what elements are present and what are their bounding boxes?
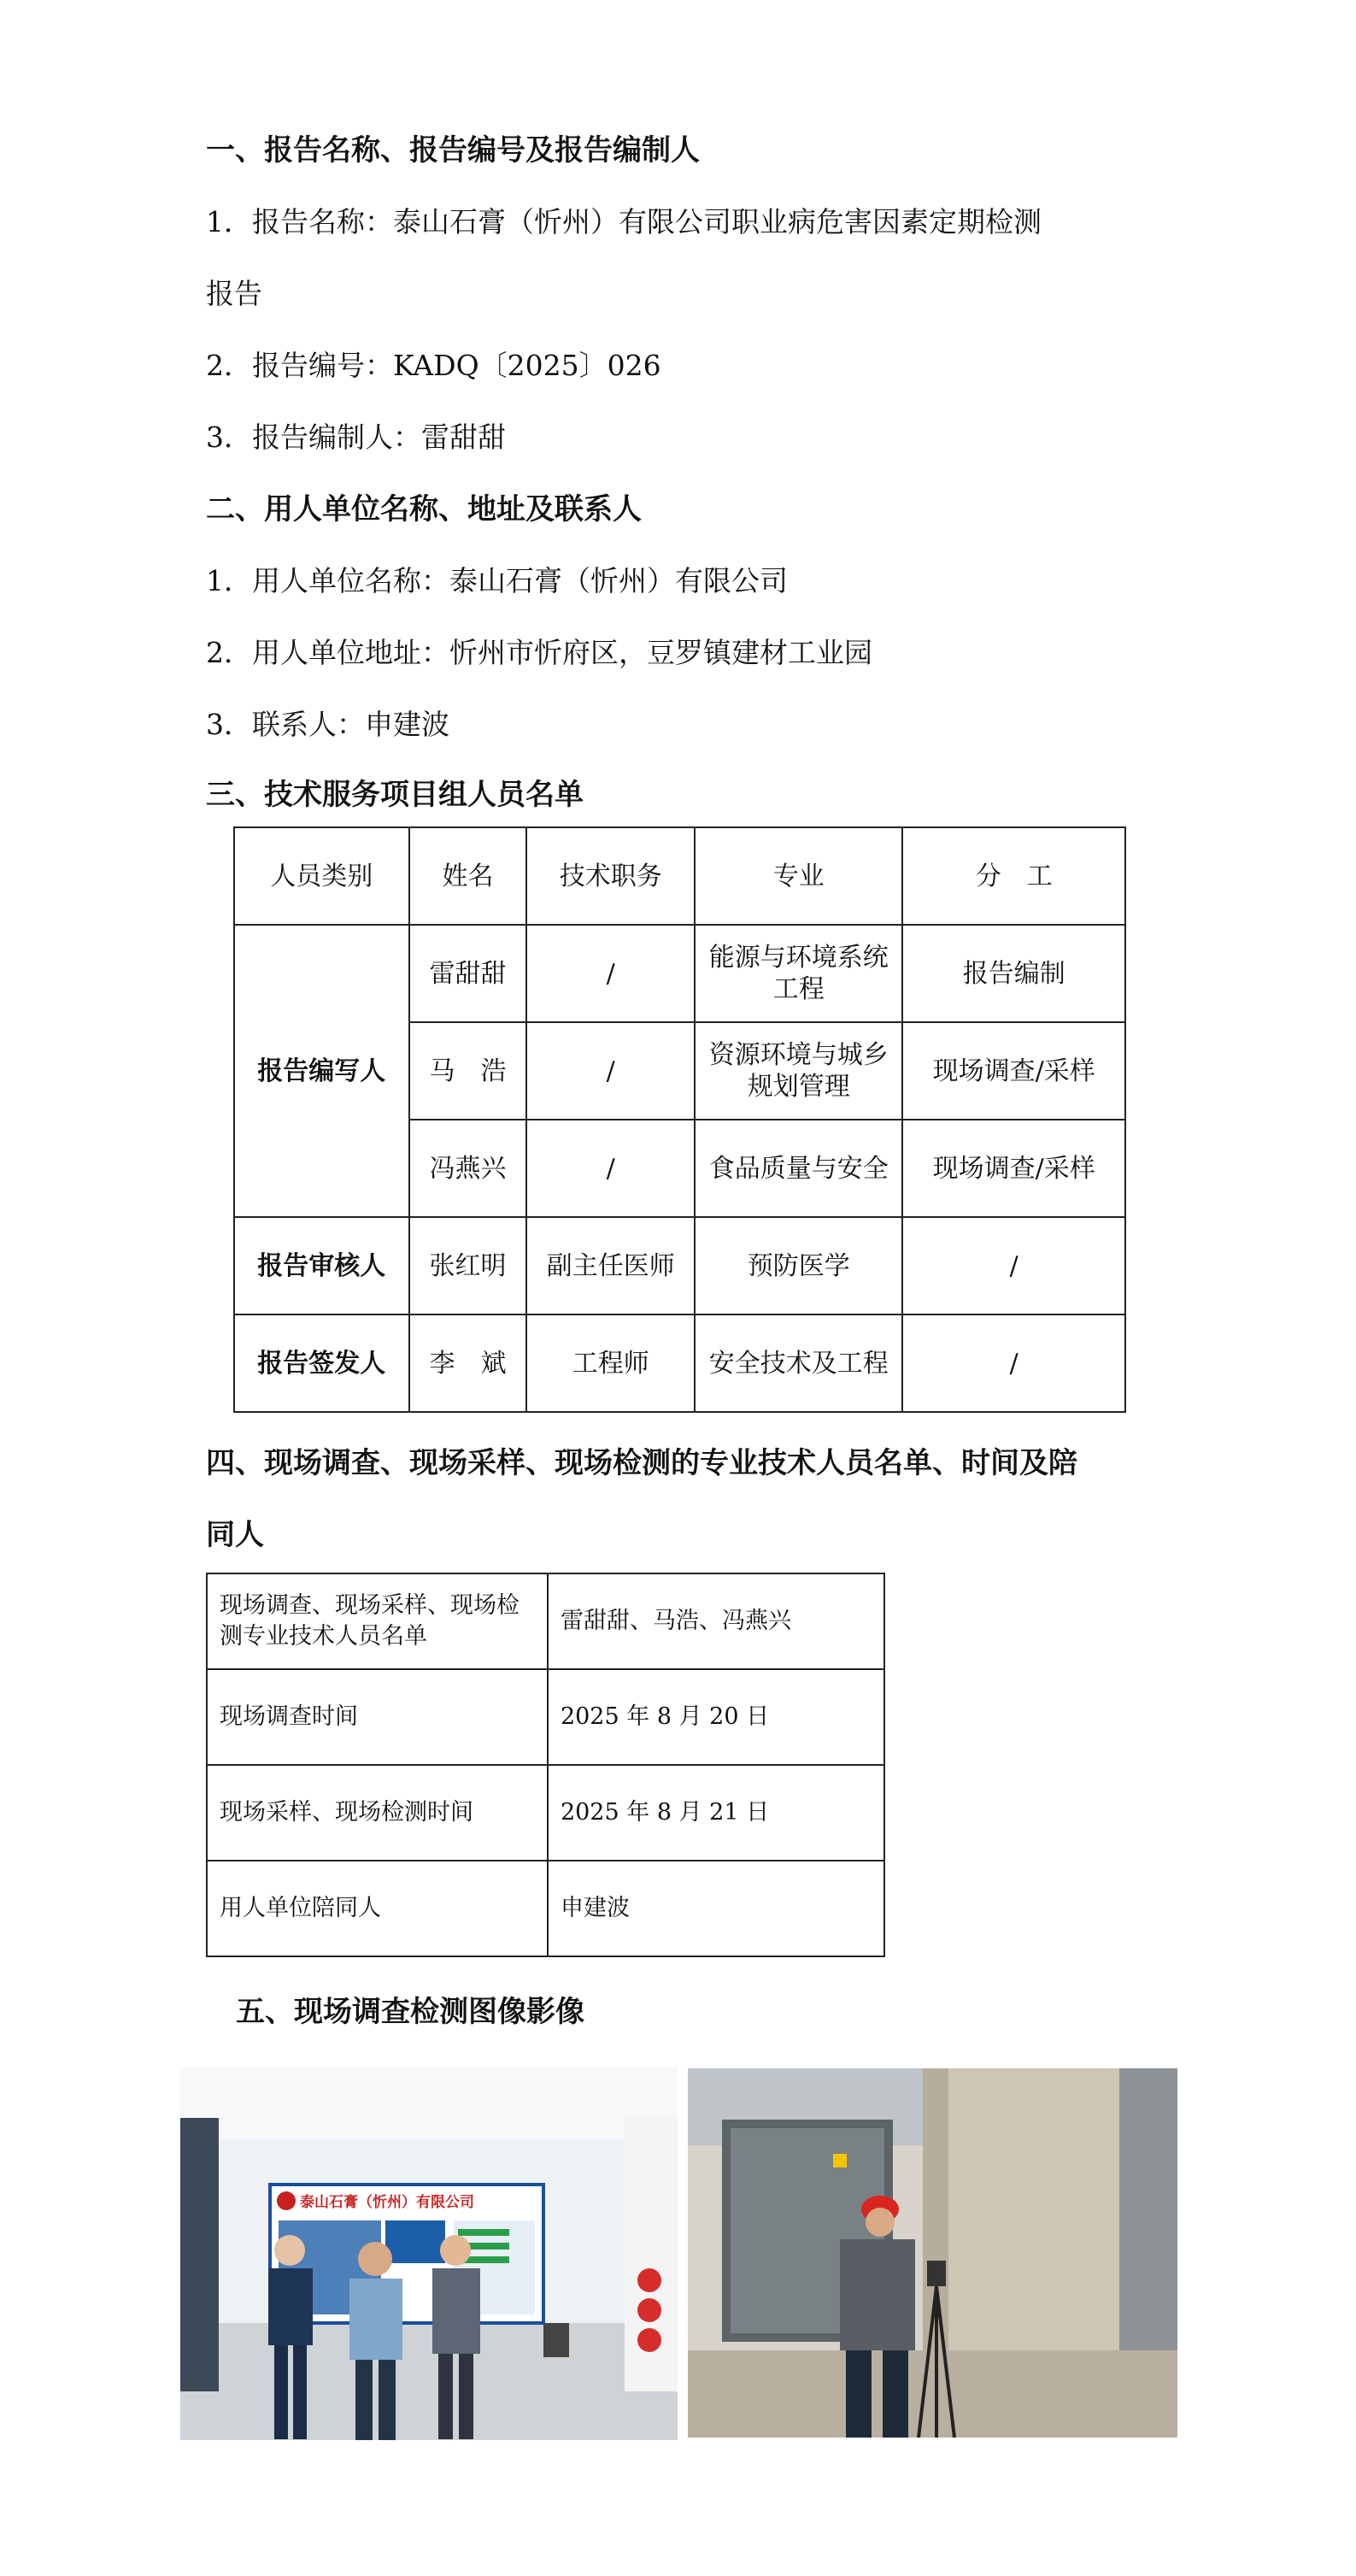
- employer-address: 2．用人单位地址：忻州市忻府区，豆罗镇建材工业园: [206, 636, 872, 669]
- category-cell: 报告签发人: [234, 1314, 409, 1412]
- table-row: [207, 1573, 884, 1669]
- value-cell: 雷甜甜、马浩、冯燕兴: [548, 1573, 884, 1669]
- section4-heading-line2: 同人: [206, 1518, 264, 1552]
- col-header: 人员类别: [234, 827, 409, 925]
- major-cell: 安全技术及工程: [695, 1314, 902, 1412]
- value-cell: 2025 年 8 月 20 日: [548, 1669, 884, 1765]
- report-name-line1: 1．报告名称：泰山石膏（忻州）有限公司职业病危害因素定期检测: [206, 205, 1042, 238]
- duty-cell: 现场调查/采样: [902, 1120, 1125, 1217]
- col-header: 姓名: [409, 827, 527, 925]
- major-cell: 预防医学: [695, 1217, 902, 1314]
- duty-cell: 报告编制: [902, 925, 1125, 1022]
- section5-heading: 五、现场调查检测图像影像: [236, 1995, 584, 2029]
- employer-name: 1．用人单位名称：泰山石膏（忻州）有限公司: [206, 564, 788, 597]
- table-row: [207, 1765, 884, 1861]
- name-cell: 冯燕兴: [409, 1120, 527, 1217]
- section2-heading: 二、用人单位名称、地址及联系人: [206, 492, 642, 526]
- title-cell: /: [526, 1022, 695, 1120]
- major-cell: 食品质量与安全: [695, 1120, 902, 1217]
- duty-cell: /: [902, 1314, 1125, 1412]
- team-table-header: [234, 827, 1125, 925]
- major-cell: 资源环境与城乡规划管理: [695, 1022, 902, 1120]
- duty-cell: /: [902, 1217, 1125, 1314]
- title-cell: 副主任医师: [526, 1217, 695, 1314]
- title-cell: /: [526, 1120, 695, 1217]
- label-cell: 用人单位陪同人: [207, 1861, 548, 1956]
- label-cell: 现场采样、现场检测时间: [207, 1765, 548, 1861]
- contact-person: 3．联系人：申建波: [206, 708, 449, 741]
- section3-heading: 三、技术服务项目组人员名单: [206, 778, 584, 812]
- name-cell: 雷甜甜: [409, 925, 527, 1022]
- report-author: 3．报告编制人：雷甜甜: [206, 421, 506, 454]
- name-cell: 马 浩: [409, 1022, 527, 1120]
- report-name-line2: 报告: [206, 277, 262, 310]
- name-cell: 张红明: [409, 1217, 527, 1314]
- company-board-sign: 泰山石膏（忻州）有限公司: [300, 2194, 474, 2211]
- title-cell: 工程师: [526, 1314, 695, 1412]
- table-row: [207, 1861, 884, 1956]
- site-photo-team: [180, 2067, 678, 2440]
- table-row: [234, 1314, 1125, 1412]
- value-cell: 申建波: [548, 1861, 884, 1956]
- major-cell: 能源与环境系统工程: [695, 925, 902, 1022]
- name-cell: 李 斌: [409, 1314, 527, 1412]
- col-header: 技术职务: [526, 827, 695, 925]
- label-cell: 现场调查时间: [207, 1669, 548, 1765]
- duty-cell: 现场调查/采样: [902, 1022, 1125, 1120]
- table-row: [234, 1217, 1125, 1314]
- table-row: [207, 1669, 884, 1765]
- col-header: 分 工: [902, 827, 1125, 925]
- onsite-table: [206, 1573, 885, 1957]
- section1-heading: 一、报告名称、报告编号及报告编制人: [206, 133, 700, 168]
- site-photo-sampling: [688, 2068, 1177, 2438]
- category-cell: 报告审核人: [234, 1217, 409, 1314]
- report-number: 2．报告编号：KADQ〔2025〕026: [206, 349, 661, 382]
- category-cell: 报告编写人: [234, 925, 409, 1217]
- section4-heading-line1: 四、现场调查、现场采样、现场检测的专业技术人员名单、时间及陪: [206, 1446, 1077, 1480]
- value-cell: 2025 年 8 月 21 日: [548, 1765, 884, 1861]
- table-row: [234, 925, 1125, 1022]
- title-cell: /: [526, 925, 695, 1022]
- team-table: [233, 826, 1126, 1413]
- col-header: 专业: [695, 827, 902, 925]
- label-cell: 现场调查、现场采样、现场检测专业技术人员名单: [207, 1573, 548, 1669]
